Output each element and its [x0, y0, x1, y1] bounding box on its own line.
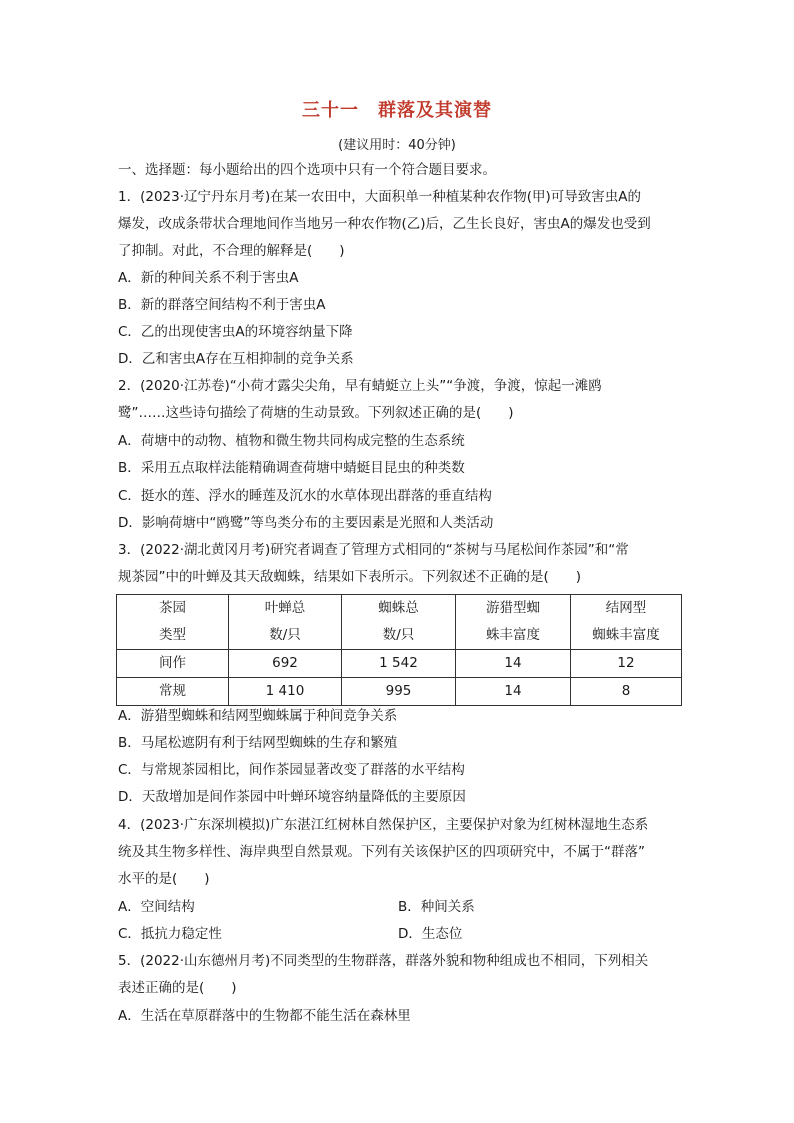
question-2-option-a: A．荷塘中的动物、植物和微生物共同构成完整的生态系统: [118, 433, 465, 449]
table-cell: 14: [456, 678, 571, 706]
table-cell: 692: [229, 650, 342, 678]
table-header-cell: 蜘蛛总 数/只: [342, 595, 456, 650]
question-2-line: 2．(2020·江苏卷)“小荷才露尖尖角，早有蜻蜓立上头”“争渡，争渡，惊起一滩鸥: [118, 378, 602, 394]
question-4-line: 水平的是( ): [118, 871, 210, 887]
table-row: [117, 678, 682, 706]
question-1-line: 爆发，改成条带状合理地间作当地另一种农作物(乙)后，乙生长良好，害虫A的爆发也受到: [118, 216, 651, 232]
question-3-option-d: D．天敌增加是间作茶园中叶蝉环境容纳量降低的主要原因: [118, 789, 466, 805]
question-3-option-a: A．游猎型蜘蛛和结网型蜘蛛属于种间竞争关系: [118, 708, 398, 724]
question-1-line: 了抑制。对此，不合理的解释是( ): [118, 243, 345, 259]
section-heading: 一、选择题：每小题给出的四个选项中只有一个符合题目要求。: [118, 162, 496, 178]
question-4-option-b: B．种间关系: [398, 899, 475, 915]
table-header-row: [117, 595, 682, 650]
table-cell: 1 542: [342, 650, 456, 678]
table-cell: 1 410: [229, 678, 342, 706]
question-2-option-d: D．影响荷塘中“鸥鹭”等鸟类分布的主要因素是光照和人类活动: [118, 515, 494, 531]
question-3-option-b: B．马尾松遮阴有利于结网型蜘蛛的生存和繁殖: [118, 735, 398, 751]
time-suggestion: (建议用时：40分钟): [338, 138, 456, 153]
table-row: [117, 650, 682, 678]
question-4-option-d: D．生态位: [398, 926, 463, 942]
table-cell: 12: [571, 650, 682, 678]
table-header-cell: 叶蝉总 数/只: [229, 595, 342, 650]
question-1-line: 1．(2023·辽宁丹东月考)在某一农田中，大面积单一种植某种农作物(甲)可导致害虫A的: [118, 189, 642, 205]
table-cell: 8: [571, 678, 682, 706]
question-3-line: 规茶园”中的叶蝉及其天敌蜘蛛，结果如下表所示。下列叙述不正确的是( ): [118, 569, 582, 585]
data-table: [116, 594, 682, 706]
table-cell: 常规: [117, 678, 229, 706]
table-cell: 995: [342, 678, 456, 706]
question-1-option-d: D．乙和害虫A存在互相抑制的竞争关系: [118, 351, 354, 367]
question-1-option-b: B．新的群落空间结构不利于害虫A: [118, 297, 326, 313]
table-header-cell: 游猎型蜘 蛛丰富度: [456, 595, 571, 650]
question-1-option-a: A．新的种间关系不利于害虫A: [118, 270, 299, 286]
question-1-option-c: C．乙的出现使害虫A的环境容纳量下降: [118, 324, 353, 340]
question-5-option-a: A．生活在草原群落中的生物都不能生活在森林里: [118, 1008, 411, 1024]
table-cell: 14: [456, 650, 571, 678]
table-cell: 间作: [117, 650, 229, 678]
question-4-option-a: A．空间结构: [118, 899, 195, 915]
question-4-line: 统及其生物多样性、海岸典型自然景观。下列有关该保护区的四项研究中，不属于“群落”: [118, 844, 645, 860]
question-2-option-c: C．挺水的莲、浮水的睡莲及沉水的水草体现出群落的垂直结构: [118, 488, 492, 504]
table-header-cell: 结网型 蜘蛛丰富度: [571, 595, 682, 650]
question-5-line: 表述正确的是( ): [118, 980, 237, 996]
question-4-option-c: C．抵抗力稳定性: [118, 926, 222, 942]
question-3-option-c: C．与常规茶园相比，间作茶园显著改变了群落的水平结构: [118, 762, 465, 778]
question-3-line: 3．(2022·湖北黄冈月考)研究者调查了管理方式相同的“茶树与马尾松间作茶园”和“常: [118, 542, 629, 558]
question-2-option-b: B．采用五点取样法能精确调查荷塘中蜻蜓目昆虫的种类数: [118, 460, 465, 476]
table-header-cell: 茶园 类型: [117, 595, 229, 650]
page-title: 三十一 群落及其演替: [302, 100, 492, 121]
question-4-line: 4．(2023·广东深圳模拟)广东湛江红树林自然保护区，主要保护对象为红树林湿地生态系: [118, 817, 649, 833]
question-5-line: 5．(2022·山东德州月考)不同类型的生物群落，群落外貌和物种组成也不相同，下列相关: [118, 953, 649, 969]
question-2-line: 鹭”……这些诗句描绘了荷塘的生动景致。下列叙述正确的是( ): [118, 405, 514, 421]
